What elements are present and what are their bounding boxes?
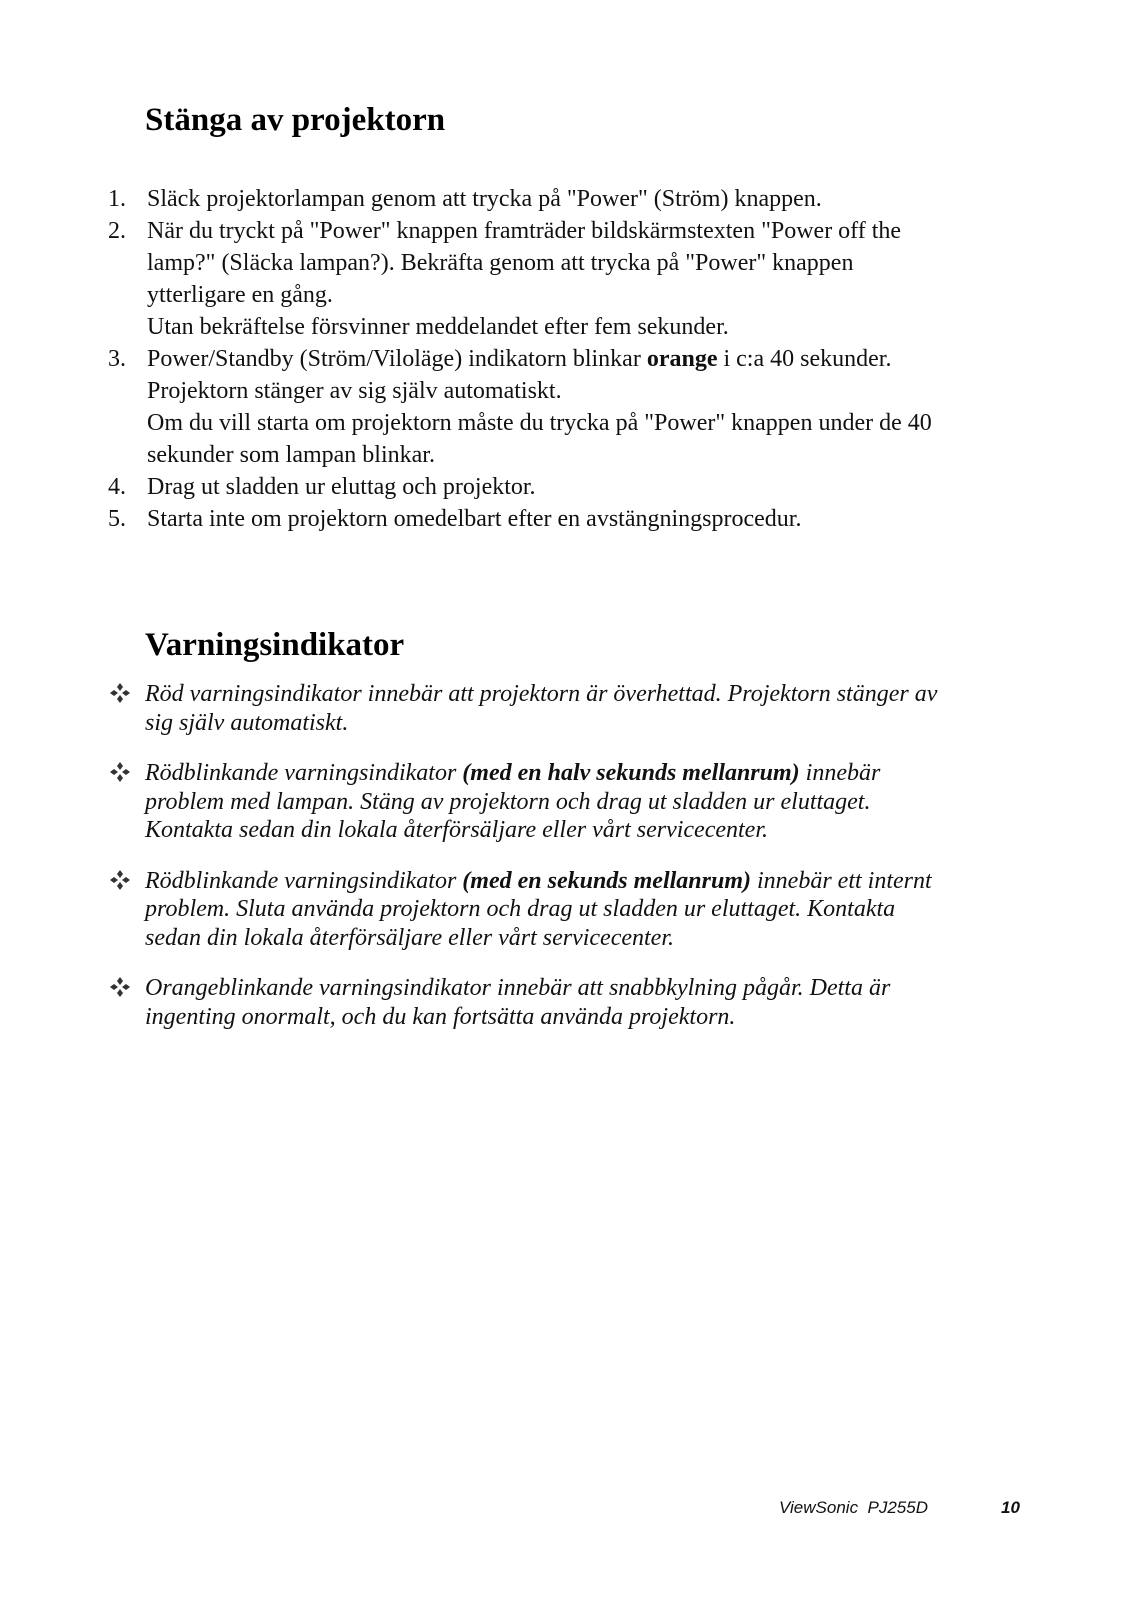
four-diamond-bullet-icon: [109, 761, 131, 783]
warning-text: problem med lampan. Stäng av projektorn och drag ut sladden ur eluttaget.: [145, 788, 871, 815]
step-number: 3.: [108, 346, 126, 372]
list-item: [0, 974, 1025, 1031]
step-text: Starta inte om projektorn omedelbart efter en avstängningsprocedur.: [147, 506, 802, 532]
step-text: sekunder som lampan blinkar.: [147, 442, 435, 468]
warning-text-part: Rödblinkande varningsindikator: [145, 760, 463, 786]
step-number: 5.: [108, 506, 126, 532]
warning-text: Orangeblinkande varningsindikator innebär att snabbkylning pågår. Detta är: [145, 975, 891, 1001]
warning-indicator-list: [0, 680, 1131, 1053]
emphasis-orange: orange: [646, 346, 718, 372]
list-item: [0, 471, 1027, 503]
shutdown-steps-list: [0, 183, 1131, 535]
step-number: 1.: [108, 186, 126, 212]
warning-text-part: Rödblinkande varningsindikator: [145, 867, 463, 894]
step-number: 2.: [108, 218, 126, 244]
step-text: Drag ut sladden ur eluttag och projektor.: [147, 474, 536, 500]
emphasis-interval: (med en sekunds mellanrum): [462, 867, 751, 894]
page-number: 10: [1001, 1498, 1020, 1517]
step-text: lamp?" (Släcka lampan?). Bekräfta genom att trycka på "Power" knappen: [147, 250, 854, 276]
warning-text: sedan din lokala återförsäljare eller vårt servicecenter.: [145, 924, 674, 951]
four-diamond-bullet-icon: [109, 976, 131, 998]
step-text: Släck projektorlampan genom att trycka på "Power" (Ström) knappen.: [147, 186, 822, 212]
warning-text-part: innebär: [799, 760, 881, 786]
warning-text: Kontakta sedan din lokala återförsäljare eller vårt servicecenter.: [145, 817, 768, 843]
list-item: [0, 215, 1027, 343]
step-text: Utan bekräftelse försvinner meddelandet efter fem sekunder.: [147, 314, 729, 340]
step-text: När du tryckt på "Power" knappen framträder bildskärmstexten "Power off the: [147, 218, 902, 244]
footer-brand: ViewSonic PJ255D: [779, 1498, 928, 1517]
step-text-part: i c:a 40 sekunder.: [717, 346, 892, 372]
list-item: [0, 680, 1025, 737]
step-text-part: Power/Standby (Ström/Viloläge) indikatorn blinkar: [147, 346, 647, 372]
page-footer: [0, 1498, 1131, 1522]
step-number: 4.: [108, 474, 126, 500]
step-text: Projektorn stänger av sig själv automatiskt.: [147, 378, 562, 404]
emphasis-interval: (med en halv sekunds mellanrum): [462, 760, 800, 786]
list-item: [0, 503, 1027, 535]
list-item: [0, 867, 1025, 953]
list-item: [0, 343, 1027, 471]
four-diamond-bullet-icon: [109, 682, 131, 704]
section-title-warning-indicator: Varningsindikator: [145, 627, 405, 663]
warning-text: ingenting onormalt, och du kan fortsätta använda projektorn.: [145, 1003, 736, 1030]
warning-text-part: innebär ett internt: [751, 867, 932, 894]
step-text: Om du vill starta om projektorn måste du trycka på "Power" knappen under de 40: [147, 410, 932, 436]
warning-text: [145, 867, 1025, 896]
list-item: [0, 183, 1027, 215]
step-text: ytterligare en gång.: [147, 282, 333, 308]
warning-text: problem. Sluta använda projektorn och drag ut sladden ur eluttaget. Kontakta: [145, 896, 896, 922]
section-title-shutdown: Stänga av projektorn: [145, 102, 446, 138]
step-text: [147, 343, 1027, 375]
warning-text: Röd varningsindikator innebär att projektorn är överhettad. Projektorn stänger av: [145, 681, 938, 707]
four-diamond-bullet-icon: [109, 869, 131, 891]
list-item: [0, 759, 1025, 845]
warning-text: sig själv automatiskt.: [145, 709, 349, 736]
warning-text: [145, 759, 1025, 788]
